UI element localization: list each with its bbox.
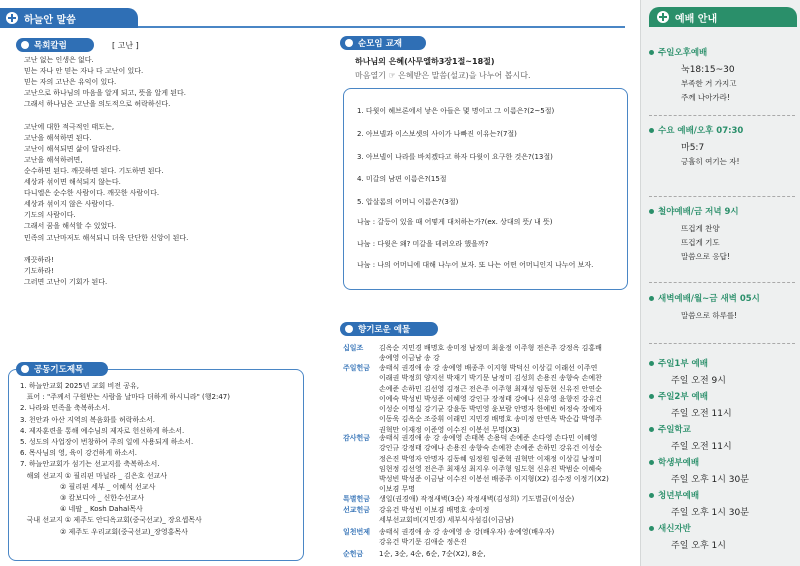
worship-item-title <box>641 46 800 58</box>
worship-item-title-text: 새벽예배/월~금 새벽 05시 <box>658 294 760 304</box>
column-line: 기도하라! <box>24 266 54 275</box>
question-item: 5. 압살롬의 어머니 이름은?(3절) <box>357 198 459 207</box>
column-line: 그러면 고난이 기회가 된다. <box>24 277 108 286</box>
dot-icon <box>345 325 353 333</box>
column-line: 고난이 해석되면 삶이 달라진다. <box>24 144 121 153</box>
offering-names-line: 송태식 권경애 송 강 송예영 배종주 이지형 박덕신 이상길 이래선 이주연 <box>379 364 598 372</box>
offering-names-line: 권혁만 이재정 이준영 이수진 이봉선 무명(X3) <box>379 425 520 434</box>
worship-item <box>641 124 800 169</box>
prayer-line: 해외 선교지 ① 필리핀 마닐라 _ 김은호 선교사 <box>20 471 167 480</box>
worship-item-details <box>641 539 800 553</box>
column-line: 세상과 섞이면 해석되지 않는다. <box>24 178 121 187</box>
divider <box>649 343 795 344</box>
offering-names <box>379 343 602 364</box>
worship-item-title <box>641 423 800 435</box>
offering-names <box>379 549 485 559</box>
offering-names-line: 임현정 김선영 전은주 최재성 최지우 이주형 임도현 신유진 박범순 이혜숙 <box>379 464 602 473</box>
prayer-line: 표어 : "주께서 구원받는 사람을 날마다 더하게 하시니라" (행2:47) <box>20 393 230 402</box>
worship-item-title <box>641 522 800 534</box>
column-line: 고난을 해석하면 된다. <box>24 133 92 142</box>
small-group-title: 순모임 교재 <box>340 36 426 50</box>
prayer-line: 국내 선교지 ① 제주도 안디옥교회(중국선교)_ 장요셉목사 <box>20 516 202 525</box>
worship-item-title <box>641 456 800 468</box>
bullet-icon <box>649 296 654 301</box>
worship-item-details <box>641 473 800 487</box>
offering-names-line: 박성빈 박성준 이금남 이수진 이봉선 배종주 이지형(X2) 김수정 이정기(X2) <box>379 475 609 484</box>
offering-names-line: 강유건 박성빈 이보겸 배명호 송미정 <box>379 506 490 514</box>
column-line <box>24 110 188 121</box>
offering-names-line: 세부선교회비(지민경) 세부식사섬김(이금남) <box>379 516 514 525</box>
bullet-icon <box>649 209 654 214</box>
worship-item-details <box>641 141 800 169</box>
share-item: 나눔 : 나의 어머니에 대해 나누어 보자. 또 나는 어떤 어머니인지 나누어 보자. <box>357 261 594 269</box>
worship-item-title-text: 학생부예배 <box>658 458 700 468</box>
worship-item-title-text: 주일2부 예배 <box>658 392 708 402</box>
worship-item <box>641 456 800 487</box>
divider <box>649 115 795 116</box>
worship-item-title-text: 주일오후예배 <box>658 48 708 58</box>
offering-names-line: 이성순 이명실 강기균 강윤동 박민영 윤보람 안명자 한예빈 허정숙 장예자 <box>379 405 602 414</box>
worship-item-title <box>641 124 800 136</box>
worship-item-detail: 주일 오전 9시 <box>671 376 726 386</box>
offering-names-line: 강유건 박기문 김애순 정은진 <box>379 538 467 547</box>
column-line: 믿는 자의 고난은 유익이 있다. <box>24 78 117 87</box>
worship-item-details <box>641 63 800 105</box>
offering-category: 순헌금 <box>343 550 364 558</box>
divider <box>649 196 795 197</box>
worship-item-detail: 뜨겁게 기도 <box>681 238 720 247</box>
worship-item-title-text: 주일학교 <box>658 425 691 435</box>
offering-category: 주일헌금 <box>343 364 371 372</box>
worship-item-detail: 주일 오전 11시 <box>671 442 732 452</box>
worship-item-details <box>641 309 800 323</box>
prayer-line: ② 제주도 우리교회(중국선교)_장영홍목사 <box>20 527 188 536</box>
worship-item-details <box>641 506 800 520</box>
small-group-share <box>357 212 593 277</box>
offering-category: 십일조 <box>343 344 364 352</box>
dot-icon <box>345 39 353 47</box>
column-line: 그래서 하나님은 고난을 의도적으로 허락하신다. <box>24 100 171 109</box>
offering-names <box>379 433 609 495</box>
offering-names-line: 송태식 권경애 송 강 송예영 송 강(배우자) 송예영(배우자) <box>379 528 555 536</box>
prayer-text <box>20 381 230 538</box>
worship-item <box>641 423 800 454</box>
small-group-questions <box>357 100 554 214</box>
offering-names <box>379 505 514 526</box>
question-item: 2. 아브넬과 이스보셋의 사이가 나빠진 이유는?(7절) <box>357 129 517 138</box>
prayer-title: 공동기도제목 <box>16 362 108 376</box>
offering-names-line: 1순, 3순, 4순, 6순, 7순(X2), 8순, <box>379 550 486 558</box>
worship-item-title <box>641 205 800 217</box>
pastor-column-tag: [ 고난 ] <box>112 41 139 50</box>
prayer-line: 2. 나라와 민족을 축복하소서. <box>20 404 110 413</box>
offering-names <box>379 527 554 548</box>
worship-item <box>641 489 800 520</box>
offering-names-line: 송태식 권경애 송 강 송예영 손태복 손용덕 손예준 손다영 손다민 이혜영 <box>379 434 598 442</box>
plus-icon <box>657 11 669 23</box>
worship-item-detail: 눅18:15~30 <box>681 65 735 75</box>
offerings-title: 향기로운 예물 <box>340 322 438 336</box>
divider <box>649 282 795 283</box>
pastor-column-text <box>24 55 188 288</box>
offering-names-line: 정은진 박영자 안명자 김동혜 임정원 임준혁 권혁만 이재정 이상길 남정미 <box>379 454 602 463</box>
bullet-icon <box>649 526 654 531</box>
bullet-icon <box>649 50 654 55</box>
bullet-icon <box>649 394 654 399</box>
worship-item-detail: 주께 나아가라! <box>681 93 730 102</box>
worship-item-title-text: 새신자반 <box>658 524 691 534</box>
worship-item-detail: 부족한 거 가지고 <box>681 79 737 88</box>
worship-item <box>641 292 800 323</box>
column-line: 순수하면 된다. 깨끗하면 된다. 기도하면 된다. <box>24 166 164 175</box>
worship-item-detail: 말씀으로 응답! <box>681 252 730 261</box>
worship-item-title <box>641 390 800 402</box>
small-group-subheading: 마음열기 ☞ 은혜받은 말씀(설교)을 나누어 봅시다. <box>355 71 531 80</box>
offering-names-line: 생일(권경애) 작정새벽(3순) 작정새벽(김성희) 기도별금(이성순) <box>379 495 575 503</box>
bullet-icon <box>649 361 654 366</box>
prayer-line: 5. 성도의 사업장이 번창하여 주의 일에 사용되게 하소서. <box>20 438 194 447</box>
prayer-line: 6. 목사님의 영, 육이 강건하게 하소서. <box>20 449 137 458</box>
prayer-line: ④ 네팔 _ Kosh Dahal목사 <box>20 505 143 514</box>
worship-item-title-text: 철야예배/금 저녁 9시 <box>658 207 739 217</box>
worship-item-detail: 마5:7 <box>681 143 705 153</box>
column-line: 고난에 대한 적극적인 태도는, <box>24 122 115 131</box>
offering-category: 특별헌금 <box>343 495 371 503</box>
small-group-heading: 하나님의 은혜(사무엘하3장1절~18절) <box>355 57 495 66</box>
offering-names-line: 이보겸 무명 <box>379 485 416 494</box>
prayer-line: 7. 하늘안교회가 섬기는 선교지를 축복하소서. <box>20 460 160 469</box>
worship-item-title <box>641 292 800 304</box>
worship-item-details <box>641 407 800 421</box>
prayer-line: ③ 캄보디아 _ 신한수선교사 <box>20 494 145 503</box>
worship-item <box>641 357 800 388</box>
column-line: 믿는 자나 안 믿는 자나 다 고난이 있다. <box>24 67 144 76</box>
pastor-column-title: 목회칼럼 <box>16 38 94 52</box>
offering-category: 일천번제 <box>343 528 371 536</box>
question-item: 3. 아브넬이 나라를 바치겠다고 하자 다윗이 요구한 것은?(13절) <box>357 152 553 161</box>
bullet-icon <box>649 128 654 133</box>
column-line: 깨끗하라! <box>24 255 54 264</box>
worship-item-details <box>641 374 800 388</box>
header-bar <box>0 8 625 28</box>
prayer-line: 4. 제자훈련을 통해 예수님의 제자로 헌신하게 하소서. <box>20 426 185 435</box>
prayer-line: 1. 하늘안교회 2025년 교회 비전 공유, <box>20 382 139 390</box>
offering-names <box>379 494 574 504</box>
column-line: 세상과 섞이지 않은 사람이다. <box>24 200 115 209</box>
offering-names-line: 이동욱 김옥순 조중휘 이래민 지민경 배명호 송미정 안연옥 박순갑 박영주 <box>379 415 602 424</box>
worship-item-title <box>641 489 800 501</box>
worship-panel <box>640 0 800 566</box>
offering-names-line: 손예준 손하민 김선영 김정근 전은주 이주형 최재성 임동현 신유진 안연순 <box>379 384 602 393</box>
offering-names <box>379 363 602 435</box>
question-item: 1. 다윗이 헤브론에서 낳은 아들은 몇 명이고 그 이름은?(2~5절) <box>357 107 555 115</box>
offering-names-line: 강인규 강정태 강예나 손용진 송향숙 손예찬 손예준 손하민 강유건 이성순 <box>379 444 602 453</box>
bullet-icon <box>649 460 654 465</box>
worship-item-details <box>641 440 800 454</box>
question-item: 4. 미갈의 남편 이름은?(15절 <box>357 175 447 184</box>
offering-names-line: 이래권 박정희 양지선 박재기 박기문 남정미 김성희 손용진 송향숙 손예찬 <box>379 374 602 383</box>
worship-item-detail: 주일 오후 1시 30분 <box>671 508 749 518</box>
worship-item-title <box>641 357 800 369</box>
worship-item-title-text: 주일1부 예배 <box>658 359 708 369</box>
worship-item <box>641 205 800 264</box>
offering-category: 감사헌금 <box>343 434 371 442</box>
column-line <box>24 244 188 255</box>
dot-icon <box>21 41 29 49</box>
worship-item-detail: 주일 오후 1시 <box>671 541 726 551</box>
prayer-line: ② 필리핀 세부 _ 이혜석 선교사 <box>20 482 156 491</box>
share-item: 나눔 : 다윗은 왜? 미갈을 데려오라 했을까? <box>357 239 489 248</box>
column-line: 기도의 사람이다. <box>24 211 76 220</box>
worship-item <box>641 46 800 105</box>
worship-item-detail: 긍휼히 여기는 자! <box>681 157 740 166</box>
offering-names-line: 송예영 이금남 송 강 <box>379 354 440 363</box>
worship-item-detail: 뜨겁게 찬양 <box>681 224 720 233</box>
header-tab <box>0 8 138 28</box>
offering-names-line: 이예숙 박성빈 박성준 이혜영 강인규 장정태 강예나 신유영 윤향진 강유건 <box>379 394 602 403</box>
column-line: 고난으로 하나님의 마음을 알게 되고, 뜻을 알게 된다. <box>24 89 187 98</box>
offering-names-line: 김옥순 지민경 배명호 송미정 남정미 최윤정 이주형 전은주 강정옥 김홍배 <box>379 344 602 352</box>
worship-item-details <box>641 222 800 264</box>
worship-item <box>641 522 800 553</box>
column-line: 고난 없는 인생은 없다. <box>24 56 94 64</box>
bullet-icon <box>649 427 654 432</box>
column-line: 민족의 고난마저도 해석되니 더욱 단단한 신앙이 된다. <box>24 233 189 242</box>
prayer-line: 3. 천안과 아산 지역의 복음화를 허락하소서. <box>20 415 155 424</box>
plus-icon <box>6 12 18 24</box>
worship-item-title-text: 수요 예배/오후 07:30 <box>658 126 744 136</box>
worship-item-detail: 주일 오전 11시 <box>671 409 732 419</box>
dot-icon <box>21 365 29 373</box>
share-item: 나눔 : 갈등이 있을 때 어떻게 대처하는가?(ex. 상대의 뜻/ 내 뜻) <box>357 218 553 226</box>
offering-category: 선교헌금 <box>343 506 371 514</box>
worship-header: 예배 안내 <box>649 7 797 27</box>
worship-item-detail: 말씀으로 하루를! <box>681 311 738 320</box>
worship-item-title-text: 청년부예배 <box>658 491 700 501</box>
column-line: 다니엘은 순수한 사람이다. 깨끗한 사람이다. <box>24 189 160 198</box>
bullet-icon <box>649 493 654 498</box>
column-line: 그래서 꿈을 해석할 수 있었다. <box>24 222 117 231</box>
worship-item <box>641 390 800 421</box>
column-line: 고난을 해석하려면, <box>24 155 83 164</box>
worship-item-detail: 주일 오후 1시 30분 <box>671 475 749 485</box>
page-title: 하늘안 말씀 <box>24 14 76 26</box>
